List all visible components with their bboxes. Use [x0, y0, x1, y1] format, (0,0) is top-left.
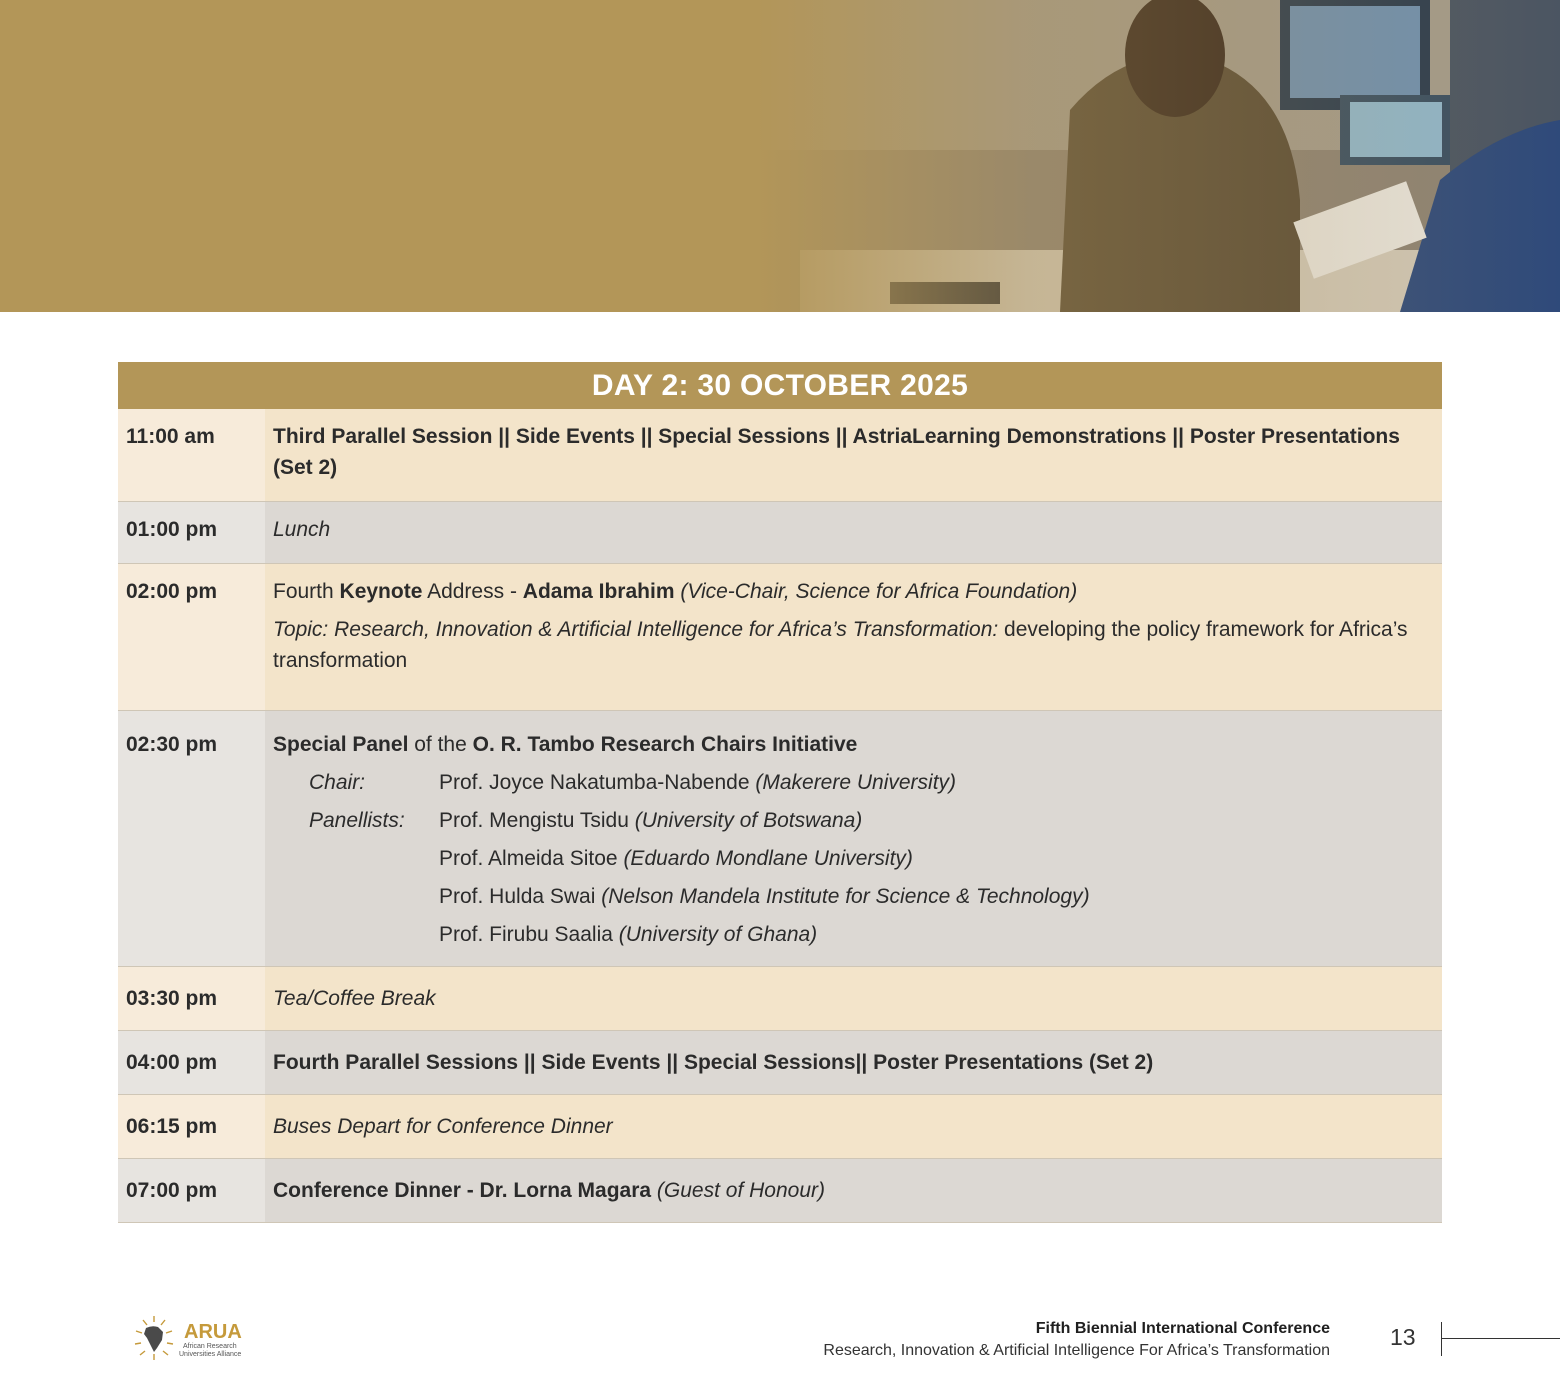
- panellist: [439, 919, 817, 950]
- guest-role: (Guest of Honour): [651, 1179, 825, 1202]
- day-title: DAY 2: 30 OCTOBER 2025: [118, 362, 1442, 409]
- person-affiliation: (Eduardo Mondlane University): [623, 847, 913, 870]
- logo-sub1: African Research: [183, 1343, 237, 1350]
- schedule-row: [118, 502, 1442, 564]
- text: of the: [408, 733, 473, 756]
- panel-label: Special Panel: [273, 733, 409, 756]
- text: Address -: [422, 580, 523, 603]
- person-name: Prof. Joyce Nakatumba-Nabende: [439, 771, 756, 794]
- session-title: Lunch: [265, 502, 1442, 563]
- chair-person: [439, 767, 956, 798]
- footer-title: Fifth Biennial International Conference: [1035, 1320, 1330, 1337]
- panellist: [439, 843, 913, 874]
- person-affiliation: (University of Ghana): [618, 923, 818, 946]
- schedule-table: [118, 362, 1442, 1223]
- schedule-row: [118, 967, 1442, 1031]
- panellist-line: [273, 843, 1434, 874]
- session-time: 06:15 pm: [118, 1095, 265, 1158]
- logo-text: ARUA: [184, 1321, 242, 1343]
- panel-heading: [273, 729, 1434, 760]
- arua-logo: [130, 1314, 250, 1364]
- conference-photo: [0, 0, 1560, 312]
- topic-text: developing the policy framework for Africa’s transformation: [273, 618, 1408, 672]
- session-time: 11:00 am: [118, 409, 265, 501]
- session-time: 01:00 pm: [118, 502, 265, 563]
- session-title: Third Parallel Session || Side Events || Special Sessions || AstriaLearning Demonstrations || Poster Presentations (Set 2): [265, 409, 1442, 501]
- schedule-row: [118, 409, 1442, 502]
- person-name: Prof. Almeida Sitoe: [439, 847, 624, 870]
- panel-members: [273, 767, 1434, 950]
- page-marker-divider: [1441, 1322, 1442, 1356]
- schedule-row: [118, 1095, 1442, 1159]
- panellists-label: Panellists:: [309, 809, 405, 832]
- person-affiliation: (Makerere University): [755, 771, 957, 794]
- footer-conference-info: [823, 1318, 1330, 1362]
- panellist: [439, 881, 1090, 912]
- chair-label: Chair:: [309, 771, 366, 794]
- person-name: Prof. Firubu Saalia: [439, 923, 619, 946]
- special-panel-session: [265, 711, 1442, 966]
- schedule-row: [118, 564, 1442, 711]
- person-name: Prof. Hulda Swai: [439, 885, 602, 908]
- keynote-topic: [273, 614, 1434, 676]
- footer-subtitle: Research, Innovation & Artificial Intelligence For Africa’s Transformation: [823, 1342, 1330, 1359]
- panellist-line: [273, 805, 1434, 836]
- person-name: Prof. Mengistu Tsidu: [439, 809, 635, 832]
- session-time: 03:30 pm: [118, 967, 265, 1030]
- speaker-name: Adama Ibrahim: [522, 580, 675, 603]
- dinner-title: Conference Dinner - Dr. Lorna Magara: [273, 1179, 652, 1202]
- schedule-row: [118, 1159, 1442, 1223]
- session-time: 02:00 pm: [118, 564, 265, 710]
- panellist-line: [273, 919, 1434, 950]
- arua-logo-mark: [130, 1314, 250, 1364]
- logo-sub2: Universities Alliance: [179, 1351, 242, 1358]
- initiative-name: O. R. Tambo Research Chairs Initiative: [472, 733, 858, 756]
- page-marker-line: [1441, 1338, 1560, 1339]
- keynote-session: [265, 564, 1442, 710]
- topic-label: Topic: Research, Innovation & Artificial Intelligence for Africa’s Transformation:: [273, 618, 999, 641]
- panellist: [439, 805, 862, 836]
- keynote-line: [273, 576, 1434, 607]
- keynote-label: Keynote: [339, 580, 423, 603]
- session-time: 07:00 pm: [118, 1159, 265, 1222]
- hero-banner: [0, 0, 1560, 312]
- text: Fourth: [273, 580, 340, 603]
- schedule-row: [118, 711, 1442, 967]
- session-time: 02:30 pm: [118, 711, 265, 966]
- person-affiliation: (University of Botswana): [634, 809, 863, 832]
- session-title: Buses Depart for Conference Dinner: [265, 1095, 1442, 1158]
- panellist-line: [273, 881, 1434, 912]
- dinner-session: [265, 1159, 1442, 1222]
- session-title: Fourth Parallel Sessions || Side Events || Special Sessions|| Poster Presentations (Set 2): [265, 1031, 1442, 1094]
- session-time: 04:00 pm: [118, 1031, 265, 1094]
- schedule-row: [118, 1031, 1442, 1095]
- page-number: 13: [1390, 1324, 1416, 1350]
- speaker-affiliation: (Vice-Chair, Science for Africa Foundation): [674, 580, 1078, 603]
- session-title: Tea/Coffee Break: [265, 967, 1442, 1030]
- chair-line: [273, 767, 1434, 798]
- person-affiliation: (Nelson Mandela Institute for Science & Technology): [601, 885, 1090, 908]
